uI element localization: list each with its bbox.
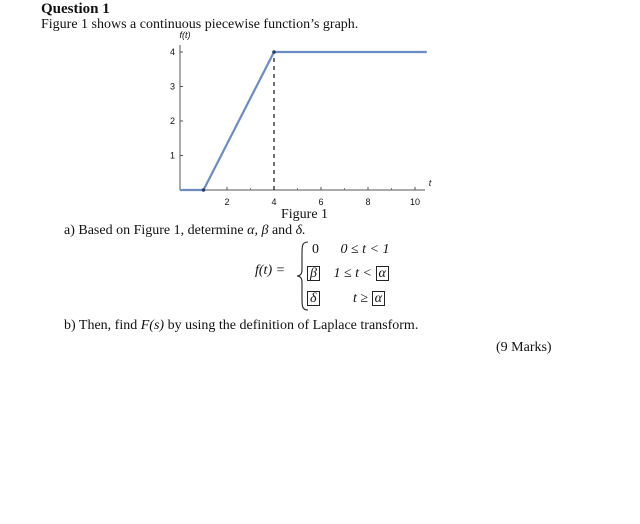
figure-caption: Figure 1 xyxy=(281,207,329,222)
series-line-f xyxy=(180,52,427,190)
part-b-suffix: by using the definition of Laplace transform. xyxy=(167,318,419,333)
data-point-marker xyxy=(202,188,206,192)
part-a-symbols: α, β xyxy=(247,223,269,238)
row2-condition: 1 ≤ t < xyxy=(333,266,373,281)
part-a-and: and xyxy=(271,223,293,238)
part-a-prefix: a) Based on Figure 1, determine xyxy=(64,223,244,238)
part-a-text xyxy=(64,223,306,239)
x-tick-label: 8 xyxy=(365,197,371,207)
equation-row-1 xyxy=(312,242,390,258)
equation-lhs: f(t) = xyxy=(255,263,286,278)
x-tick-label: 6 xyxy=(318,197,324,207)
part-b-text xyxy=(64,318,418,334)
y-tick-label: 2 xyxy=(169,116,175,126)
part-a-delta: δ. xyxy=(295,223,306,238)
y-axis-label: f(t) xyxy=(179,30,191,40)
marks-label: (9 Marks) xyxy=(496,340,552,355)
beta-box: β xyxy=(307,266,320,281)
equation-row-3 xyxy=(307,291,385,307)
row3-condition: t ≥ xyxy=(353,291,369,306)
part-b-prefix: b) Then, find xyxy=(64,318,138,333)
y-tick-label: 3 xyxy=(169,81,175,92)
x-axis-label: t xyxy=(428,178,432,188)
row1-value: 0 xyxy=(312,242,319,257)
alpha-box-1: α xyxy=(376,266,389,281)
question-intro: Figure 1 shows a continuous piecewise function’s graph. xyxy=(41,17,359,32)
part-b-symbol: F(s) xyxy=(140,318,165,333)
x-tick-label: 10 xyxy=(409,197,421,207)
delta-box: δ xyxy=(307,291,320,306)
row1-condition: 0 ≤ t < 1 xyxy=(340,242,390,257)
x-tick-label: 2 xyxy=(224,197,230,207)
data-point-marker xyxy=(272,50,276,54)
equation-row-2 xyxy=(307,266,389,282)
x-tick-label: 4 xyxy=(271,197,277,207)
alpha-box-2: α xyxy=(372,291,385,306)
question-title: Question 1 xyxy=(41,1,110,17)
y-tick-label: 4 xyxy=(169,47,175,57)
y-tick-label: 1 xyxy=(169,150,175,161)
